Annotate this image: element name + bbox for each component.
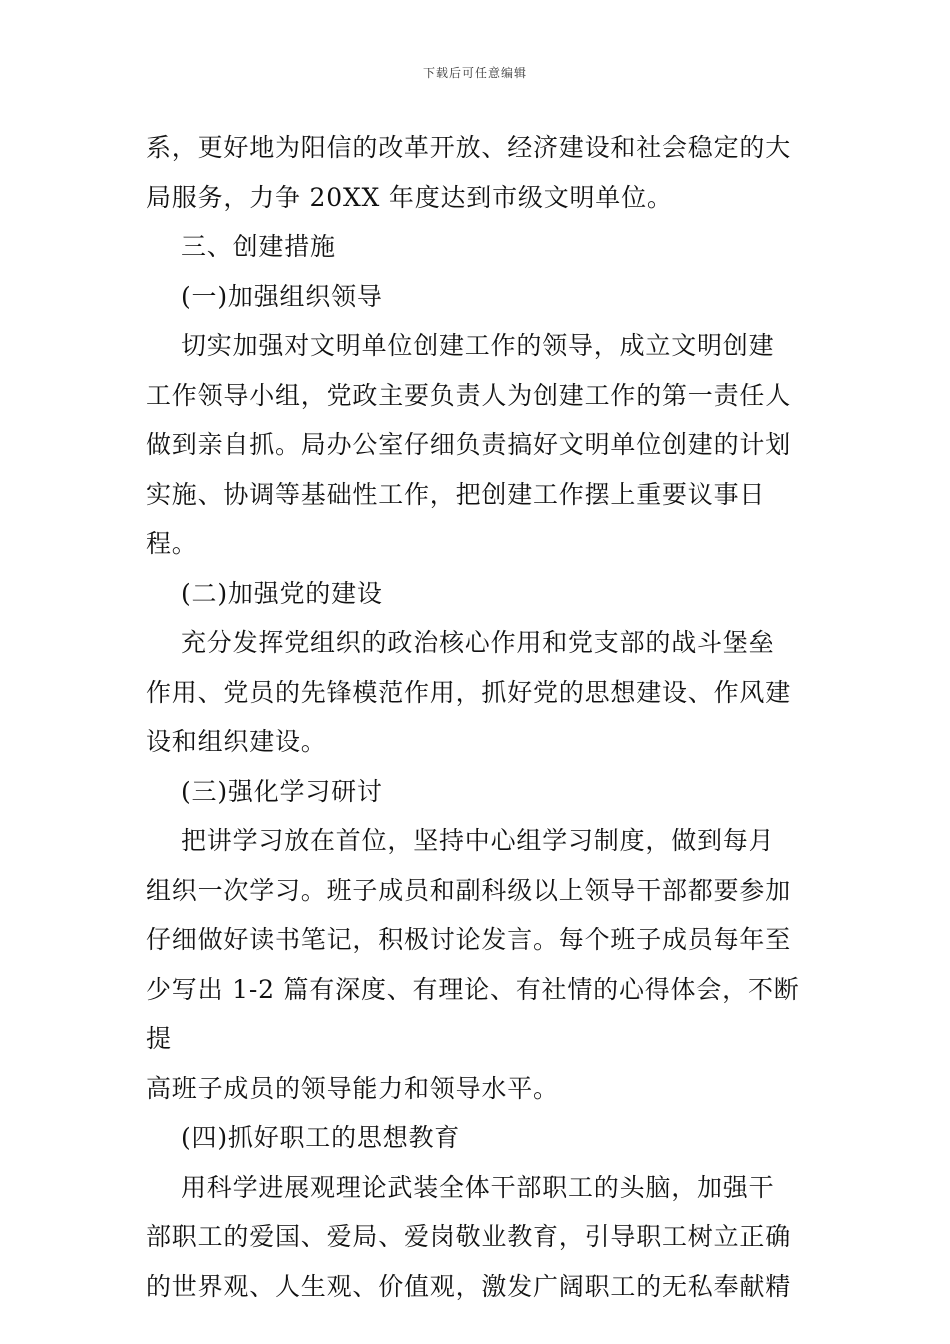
- text-line: 把讲学习放在首位，坚持中心组学习制度，做到每月: [146, 826, 775, 855]
- text-line: 高班子成员的领导能力和领导水平。: [146, 1073, 559, 1103]
- text-line: 实施、协调等基础性工作，把创建工作摆上重要议事日程。: [146, 479, 766, 558]
- text-line: 系，更好地为阳信的改革开放、经济建设和社会稳定的大: [146, 133, 792, 162]
- text-line: 少写出 1-2 篇有深度、有理论、有社情的心得体会，不断提: [146, 974, 800, 1053]
- subsection-heading: (四)抓好职工的思想教育: [146, 1123, 461, 1152]
- text-line: 作用、党员的先锋模范作用，抓好党的思想建设、作风建: [146, 677, 792, 707]
- text-line: 工作领导小组，党政主要负责人为创建工作的第一责任人: [146, 380, 792, 410]
- text-line: 用科学进展观理论武装全体干部职工的头脑，加强干: [146, 1172, 775, 1202]
- text-line: 仔细做好读书笔记，积极讨论发言。每个班子成员每年至: [146, 925, 792, 954]
- text-line: 充分发挥党组织的政治核心作用和党支部的战斗堡垒: [146, 628, 775, 657]
- text-line: 部职工的爱国、爱局、爱岗敬业教育，引导职工树立正确: [146, 1222, 792, 1251]
- subsection-heading: (一)加强组织领导: [146, 281, 383, 311]
- header-note: 下载后可任意编辑: [422, 66, 527, 80]
- text-line: 的世界观、人生观、价值观，激发广阔职工的无私奉献精: [146, 1271, 792, 1301]
- text-line: 切实加强对文明单位创建工作的领导，成立文明创建: [146, 331, 775, 360]
- subsection-heading: (二)加强党的建设: [146, 578, 383, 608]
- section-heading: 三、创建措施: [146, 232, 336, 261]
- text-line: 局服务，力争 20XX 年度达到市级文明单位。: [146, 182, 673, 212]
- subsection-heading: (三)强化学习研讨: [146, 776, 383, 806]
- text-line: 做到亲自抓。局办公室仔细负责搞好文明单位创建的计划: [146, 430, 792, 459]
- text-line: 设和组织建设。: [146, 727, 327, 756]
- body-text: [146, 123, 806, 1311]
- text-line: 组织一次学习。班子成员和副科级以上领导干部都要参加: [146, 875, 792, 905]
